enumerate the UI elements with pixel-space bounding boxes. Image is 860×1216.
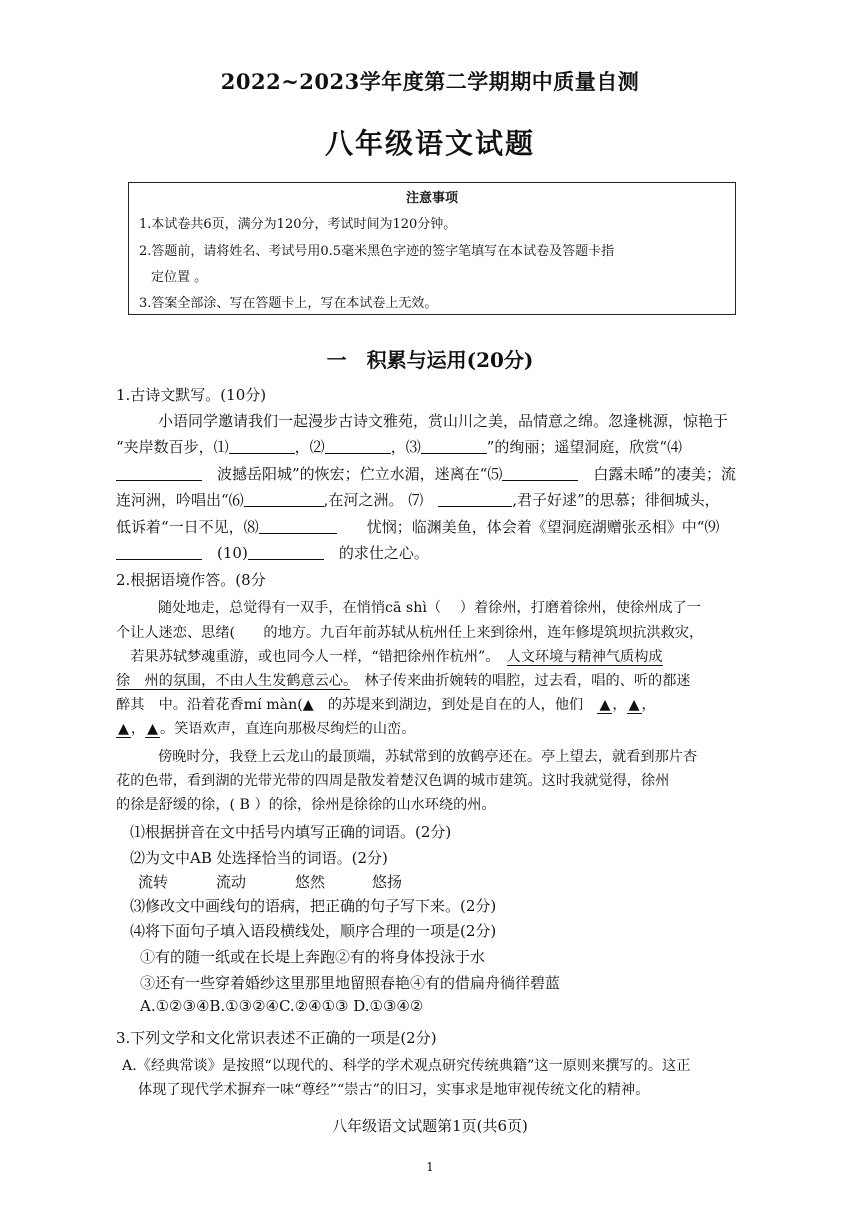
- fill-blank[interactable]: [325, 438, 391, 454]
- answer-slot[interactable]: ▲: [628, 697, 640, 713]
- passage-line: [116, 542, 429, 563]
- fill-blank[interactable]: [229, 438, 295, 454]
- fill-blank[interactable]: [421, 438, 487, 454]
- passage-line: [116, 489, 720, 510]
- text: 林子传来曲折婉转的唱腔，过去看，唱的、听的都迷: [364, 673, 691, 689]
- question-stem: 2.根据语境作答。(8分: [116, 571, 266, 589]
- passage-line: 醉其 中。沿着花香mí màn(▲ 的苏堤来到湖边，到处是自在的人，他们 ▲ ， ▲ ，: [116, 697, 656, 713]
- text: 醉其 中。沿着花香mí màn(▲ 的苏堤来到湖边，到处是自在的人，他们: [116, 697, 584, 713]
- choice-line: A.《经典常谈》是按照“以现代的、科学的学术观点研究传统典籍”这一原则来撰写的。这正: [122, 1058, 691, 1074]
- notice-item: 3.答案全部涂、写在答题卡上，写在本试卷上无效。: [139, 296, 438, 311]
- answer-slot[interactable]: ▲: [118, 721, 129, 737]
- fill-blank[interactable]: [116, 544, 202, 560]
- sub-question: ⑶修改文中画线句的语病，把正确的句子写下来。(2分): [130, 897, 497, 915]
- word-option: 流动: [216, 873, 247, 891]
- passage-line: 傍晚时分，我登上云龙山的最顶端，苏轼常到的放鹤亭还在。亭上望去，就看到那片杏: [158, 749, 698, 765]
- passage-line: [116, 670, 691, 690]
- subject-title: 八年级语文试题: [324, 127, 535, 160]
- answer-slot[interactable]: ▲: [599, 697, 611, 713]
- text: ，⑶: [390, 438, 421, 456]
- sentence-option: ①有的随一纸或在长堤上奔跑②有的将身体投泳于水: [140, 948, 486, 966]
- passage-line: 小语同学邀请我们一起漫步古诗文雅苑，赏山川之美，品情意之绵。忽逢桃源，惊艳于: [158, 412, 729, 430]
- text: ，⑵: [294, 438, 325, 456]
- passage-line: ▲ ， ▲ 。笑语欢声，直连向那极尽绚烂的山峦。: [118, 721, 416, 737]
- notice-heading: 注意事项: [405, 191, 458, 206]
- passage-line: 随处地走，总觉得有一双手，在悄悄cā shì（ ）着徐州，打磨着徐州，使徐州成了一: [158, 600, 701, 616]
- text: (10): [217, 544, 248, 562]
- sentence-option: ③还有一些穿着婚纱这里那里地留照春艳④有的借扁舟徜徉碧蓝: [140, 974, 561, 992]
- text: 白露未晞”的凄美；流: [593, 465, 737, 483]
- text: 忧悯；临渊美鱼，体会着《望洞庭湖赠张丞相》中“⑼: [366, 518, 720, 536]
- text: ,君子好逑”的思慕；徘徊城头，: [512, 491, 720, 509]
- word-option: 悠扬: [372, 873, 403, 891]
- answer-choices: A.①②③④B.①③②④C.②④①③ D.①③④②: [140, 997, 424, 1015]
- exam-title: 2022~2023学年度第二学期期中质量自测: [220, 69, 640, 94]
- passage-line: [116, 463, 736, 484]
- question-stem: 1.古诗文默写。(10分): [116, 386, 267, 404]
- fill-blank[interactable]: [502, 465, 578, 481]
- sub-question: ⑴根据拼音在文中括号内填写正确的词语。(2分): [130, 823, 452, 841]
- fill-blank[interactable]: [438, 491, 512, 507]
- section-title: 一 积累与运用(20分): [326, 348, 534, 372]
- fill-blank[interactable]: [248, 544, 324, 560]
- text: 波撼岳阳城”的恢宏；伫立水湄，迷离在“⑸: [217, 465, 503, 483]
- text: “夹岸数百步，⑴: [116, 438, 229, 456]
- text: 低诉着“一日不见，⑻: [116, 518, 259, 536]
- notice-item: 定位置 。: [151, 270, 208, 285]
- passage-line: 的徐是舒缓的徐，( B ）的徐，徐州是徐徐的山水环绕的州。: [116, 797, 496, 813]
- text: 连河洲，吟唱出“⑹: [116, 491, 244, 509]
- notice-box: [128, 182, 736, 315]
- fill-blank[interactable]: [259, 518, 337, 534]
- text: 若果苏轼梦魂重游，或也同今人一样，“错把徐州作杭州”。: [130, 649, 493, 665]
- fill-blank[interactable]: [244, 491, 324, 507]
- notice-item: 1.本试卷共6页，满分为120分，考试时间为120分钟。: [139, 217, 457, 232]
- passage-line: 个让人迷恋、思绪( 的地方。九百年前苏轼从杭州任上来到徐州，连年修堤筑坝抗洪救灾，: [116, 625, 704, 641]
- page-number: 1: [426, 1160, 434, 1174]
- underlined-sentence: 人文环境与精神气质构成: [506, 649, 663, 665]
- underlined-sentence: 徐 州的氛围，不由人生发鹤意云心。: [116, 673, 351, 689]
- text: 的求仕之心。: [338, 544, 429, 562]
- passage-line: [116, 516, 719, 537]
- text: 。笑语欢声，直连向那极尽绚烂的山峦。: [160, 721, 416, 737]
- sub-question: ⑷将下面句子填入语段横线处，顺序合理的一项是(2分): [130, 922, 497, 940]
- sub-question: ⑵为文中AB 处选择恰当的词语。(2分): [130, 849, 388, 867]
- word-option: 悠然: [295, 873, 326, 891]
- page-footer: 八年级语文试题第1页(共6页): [332, 1117, 528, 1135]
- choice-line: 体现了现代学术摒弃一味“尊经”“崇古”的旧习，实事求是地审视传统文化的精神。: [138, 1082, 650, 1098]
- passage-line: [116, 646, 663, 666]
- question-stem: 3.下列文学和文化常识表述不正确的一项是(2分): [116, 1029, 437, 1047]
- passage-line: [116, 436, 682, 457]
- notice-item: 2.答题前，请将姓名、考试号用0.5毫米黑色字迹的签字笔填写在本试卷及答题卡指: [139, 244, 615, 259]
- fill-blank[interactable]: [116, 465, 202, 481]
- answer-slot[interactable]: ▲: [147, 721, 159, 737]
- word-option: 流转: [138, 873, 169, 891]
- text: ,在河之洲。 ⑺: [323, 491, 424, 509]
- text: ”的绚丽；遥望洞庭，欣赏“⑷: [486, 438, 683, 456]
- passage-line: 花的色带，看到湖的光带光带的四周是散发着楚汉色调的城市建筑。这时我就觉得，徐州: [116, 773, 670, 789]
